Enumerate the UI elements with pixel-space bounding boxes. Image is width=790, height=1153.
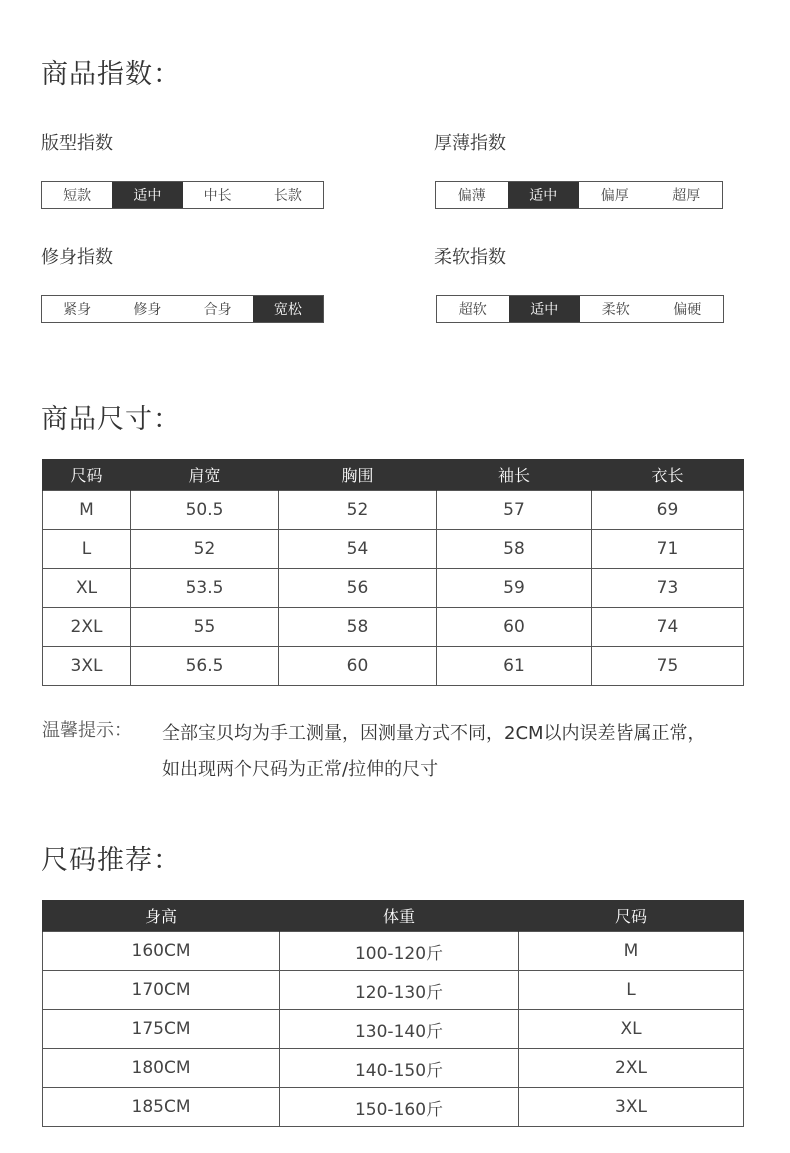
tip-label: 温馨提示： — [42, 720, 132, 741]
thickness-index-label: 厚薄指数 — [434, 133, 506, 154]
recommend-header-cell: 尺码 — [519, 900, 744, 932]
table-cell: 55 — [131, 608, 279, 647]
table-cell: 2XL — [43, 608, 131, 647]
slim-index-label: 修身指数 — [41, 247, 113, 268]
size-table-header — [43, 459, 744, 491]
table-cell: 56 — [279, 569, 437, 608]
size-header-cell: 衣长 — [592, 459, 744, 491]
fit-index-option: 短款 — [63, 188, 92, 204]
table-cell: 58 — [437, 530, 592, 569]
table-row — [43, 932, 744, 971]
table-cell: 69 — [592, 491, 744, 530]
slim-index-option: 紧身 — [63, 302, 92, 318]
table-cell: 52 — [131, 530, 279, 569]
softness-index-option-selected: 适中 — [509, 296, 581, 322]
table-cell: 56.5 — [131, 647, 279, 686]
fit-index-option: 中长 — [203, 188, 232, 204]
index-section-title: 商品指数： — [41, 59, 181, 90]
size-table — [42, 459, 744, 686]
table-cell: 60 — [437, 608, 592, 647]
table-cell: L — [519, 971, 744, 1010]
table-cell: 2XL — [519, 1049, 744, 1088]
size-header-cell: 胸围 — [279, 459, 437, 491]
table-cell: 180CM — [43, 1049, 280, 1088]
table-cell: 3XL — [43, 647, 131, 686]
table-cell: 160CM — [43, 932, 280, 971]
thickness-index-option: 偏厚 — [600, 188, 629, 204]
table-cell: XL — [519, 1010, 744, 1049]
table-cell: XL — [43, 569, 131, 608]
thickness-index-option-selected: 适中 — [508, 182, 580, 208]
table-row — [43, 608, 744, 647]
slim-index-option: 合身 — [203, 302, 232, 318]
slim-index-option-selected: 宽松 — [253, 296, 323, 322]
recommend-section-title: 尺码推荐： — [41, 845, 181, 876]
table-cell: 150-160斤 — [280, 1088, 519, 1127]
table-cell: L — [43, 530, 131, 569]
table-cell: 3XL — [519, 1088, 744, 1127]
tip-text — [162, 716, 762, 788]
table-row — [43, 1049, 744, 1088]
softness-index-bar — [436, 295, 724, 323]
table-cell: 60 — [279, 647, 437, 686]
table-cell: 53.5 — [131, 569, 279, 608]
slim-index-bar — [41, 295, 324, 323]
table-cell: 185CM — [43, 1088, 280, 1127]
fit-index-bar — [41, 181, 324, 209]
table-cell: 74 — [592, 608, 744, 647]
table-row — [43, 569, 744, 608]
table-cell: 50.5 — [131, 491, 279, 530]
table-cell: M — [43, 491, 131, 530]
size-section-title: 商品尺寸： — [41, 404, 181, 435]
recommend-table-header — [43, 900, 744, 932]
table-cell: 175CM — [43, 1010, 280, 1049]
table-row — [43, 647, 744, 686]
thickness-index-option: 超厚 — [672, 188, 701, 204]
table-cell: 54 — [279, 530, 437, 569]
size-header-cell: 尺码 — [43, 459, 131, 491]
table-cell: 61 — [437, 647, 592, 686]
size-header-cell: 袖长 — [437, 459, 592, 491]
table-row — [43, 1010, 744, 1049]
thickness-index-option: 偏薄 — [457, 188, 486, 204]
table-cell: 130-140斤 — [280, 1010, 519, 1049]
table-cell: 52 — [279, 491, 437, 530]
recommend-header-cell: 体重 — [280, 900, 519, 932]
size-header-cell: 肩宽 — [131, 459, 279, 491]
table-row — [43, 491, 744, 530]
table-cell: 170CM — [43, 971, 280, 1010]
table-row — [43, 971, 744, 1010]
recommend-table — [42, 900, 744, 1127]
slim-index-option: 修身 — [133, 302, 162, 318]
fit-index-label: 版型指数 — [41, 133, 113, 154]
table-cell: 57 — [437, 491, 592, 530]
table-cell: 59 — [437, 569, 592, 608]
table-cell: 75 — [592, 647, 744, 686]
table-cell: M — [519, 932, 744, 971]
table-cell: 100-120斤 — [280, 932, 519, 971]
table-cell: 73 — [592, 569, 744, 608]
recommend-header-cell: 身高 — [43, 900, 280, 932]
thickness-index-bar — [435, 181, 723, 209]
tip-line: 全部宝贝均为手工测量，因测量方式不同，2CM以内误差皆属正常， — [162, 723, 706, 744]
softness-index-label: 柔软指数 — [434, 247, 506, 268]
tip-line: 如出现两个尺码为正常/拉伸的尺寸 — [162, 759, 439, 780]
softness-index-option: 偏硬 — [673, 302, 702, 318]
softness-index-option: 超软 — [458, 302, 487, 318]
fit-index-option-selected: 适中 — [112, 182, 182, 208]
table-cell: 71 — [592, 530, 744, 569]
fit-index-option: 长款 — [273, 188, 302, 204]
table-cell: 120-130斤 — [280, 971, 519, 1010]
table-row — [43, 1088, 744, 1127]
table-row — [43, 530, 744, 569]
table-cell: 140-150斤 — [280, 1049, 519, 1088]
softness-index-option: 柔软 — [601, 302, 630, 318]
table-cell: 58 — [279, 608, 437, 647]
